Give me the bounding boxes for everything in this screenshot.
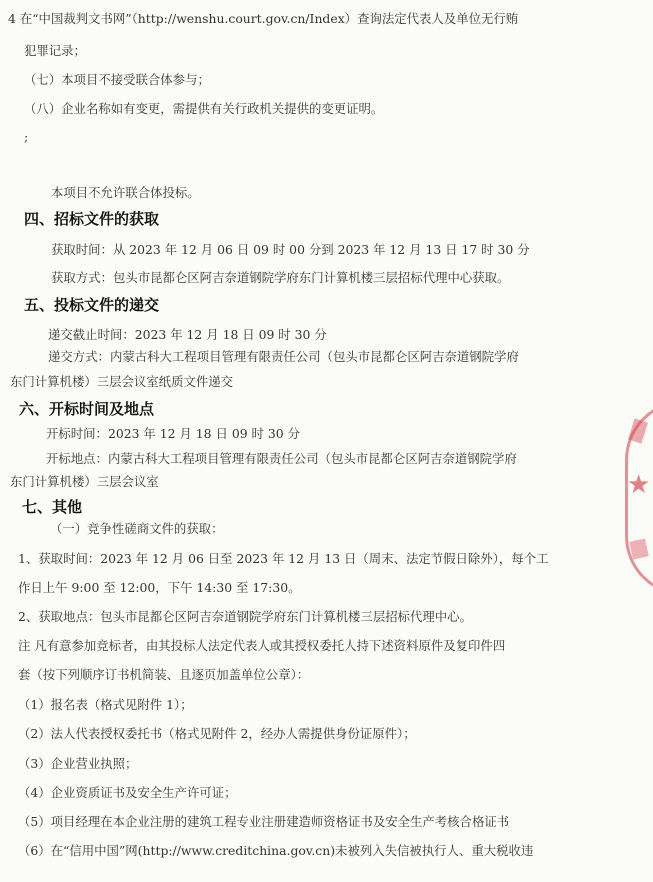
section-heading-4: 四、招标文件的获取 [24,210,160,228]
paragraph-line: 获取方式：包头市昆都仑区阿吉奈道钢院学府东门计算机楼三层招标代理中心获取。 [51,270,510,285]
seal-mark [629,539,648,560]
list-item: （6）在“信用中国”网(http://www.creditchina.gov.cn)未被列入失信被执行人、重大税收违 [18,843,534,858]
paragraph-line: 开标地点：内蒙古科大工程项目管理有限责任公司（包头市昆都仑区阿吉奈道钢院学府 [46,451,517,466]
paragraph-line: 犯罪记录； [24,43,86,58]
list-item: （5）项目经理在本企业注册的建筑工程专业注册建造师资格证书及安全生产考核合格证书 [18,814,510,829]
paragraph-line: 东门计算机楼）三层会议室纸质文件递交 [10,374,234,389]
paragraph-line: 1、获取时间：2023 年 12 月 06 日至 2023 年 12 月 13 日（周末、法定节假日除外），每个工 [18,551,549,566]
list-item: （1）报名表（格式见附件 1）； [18,697,193,712]
section-heading-5: 五、投标文件的递交 [24,296,160,314]
section-heading-7: 七、其他 [22,498,83,516]
paragraph-line: 递交截止时间：2023 年 12 月 18 日 09 时 30 分 [48,327,327,342]
paragraph-line: 2、获取地点：包头市昆都仑区阿吉奈道钢院学府东门计算机楼三层招标代理中心。 [18,609,472,624]
paragraph-line: 开标时间：2023 年 12 月 18 日 09 时 30 分 [46,426,300,441]
section-heading-6: 六、开标时间及地点 [19,400,155,418]
paragraph-line: 作日上午 9:00 至 12:00，下午 14:30 至 17:30。 [18,580,301,595]
paragraph-line: 本项目不允许联合体投标。 [51,185,200,200]
paragraph-line: 4 在“中国裁判文书网”（http://wenshu.court.gov.cn/Index）查询法定代表人及单位无行贿 [8,11,519,26]
list-item: （3）企业营业执照； [18,756,138,771]
paragraph-line: 东门计算机楼）三层会议室 [10,474,159,489]
list-item: （2）法人代表授权委托书（格式见附件 2，经办人需提供身份证原件）； [18,726,416,741]
paragraph-line: ; [24,129,29,144]
paragraph-line: 获取时间：从 2023 年 12 月 06 日 09 时 00 分到 2023 年 12 月 13 日 17 时 30 分 [51,242,530,257]
paragraph-line: （七）本项目不接受联合体参与； [24,72,210,87]
paragraph-line: 递交方式：内蒙古科大工程项目管理有限责任公司（包头市昆都仑区阿吉奈道钢院学府 [48,349,519,364]
paragraph-line: 注 凡有意参加竞标者，由其投标人法定代表人或其授权委托人持下述资料原件及复印件四 [18,638,506,653]
paragraph-line: 套（按下列顺序订书机简装、且逐页加盖单位公章）： [18,667,310,682]
paragraph-line: （八）企业名称如有变更，需提供有关行政机关提供的变更证明。 [24,101,384,116]
list-item: （4）企业资质证书及安全生产许可证； [18,785,237,800]
seal-star-icon: ★ [627,470,651,500]
paragraph-line: （一）竞争性磋商文件的获取： [50,521,224,536]
red-seal-stamp [619,400,653,590]
